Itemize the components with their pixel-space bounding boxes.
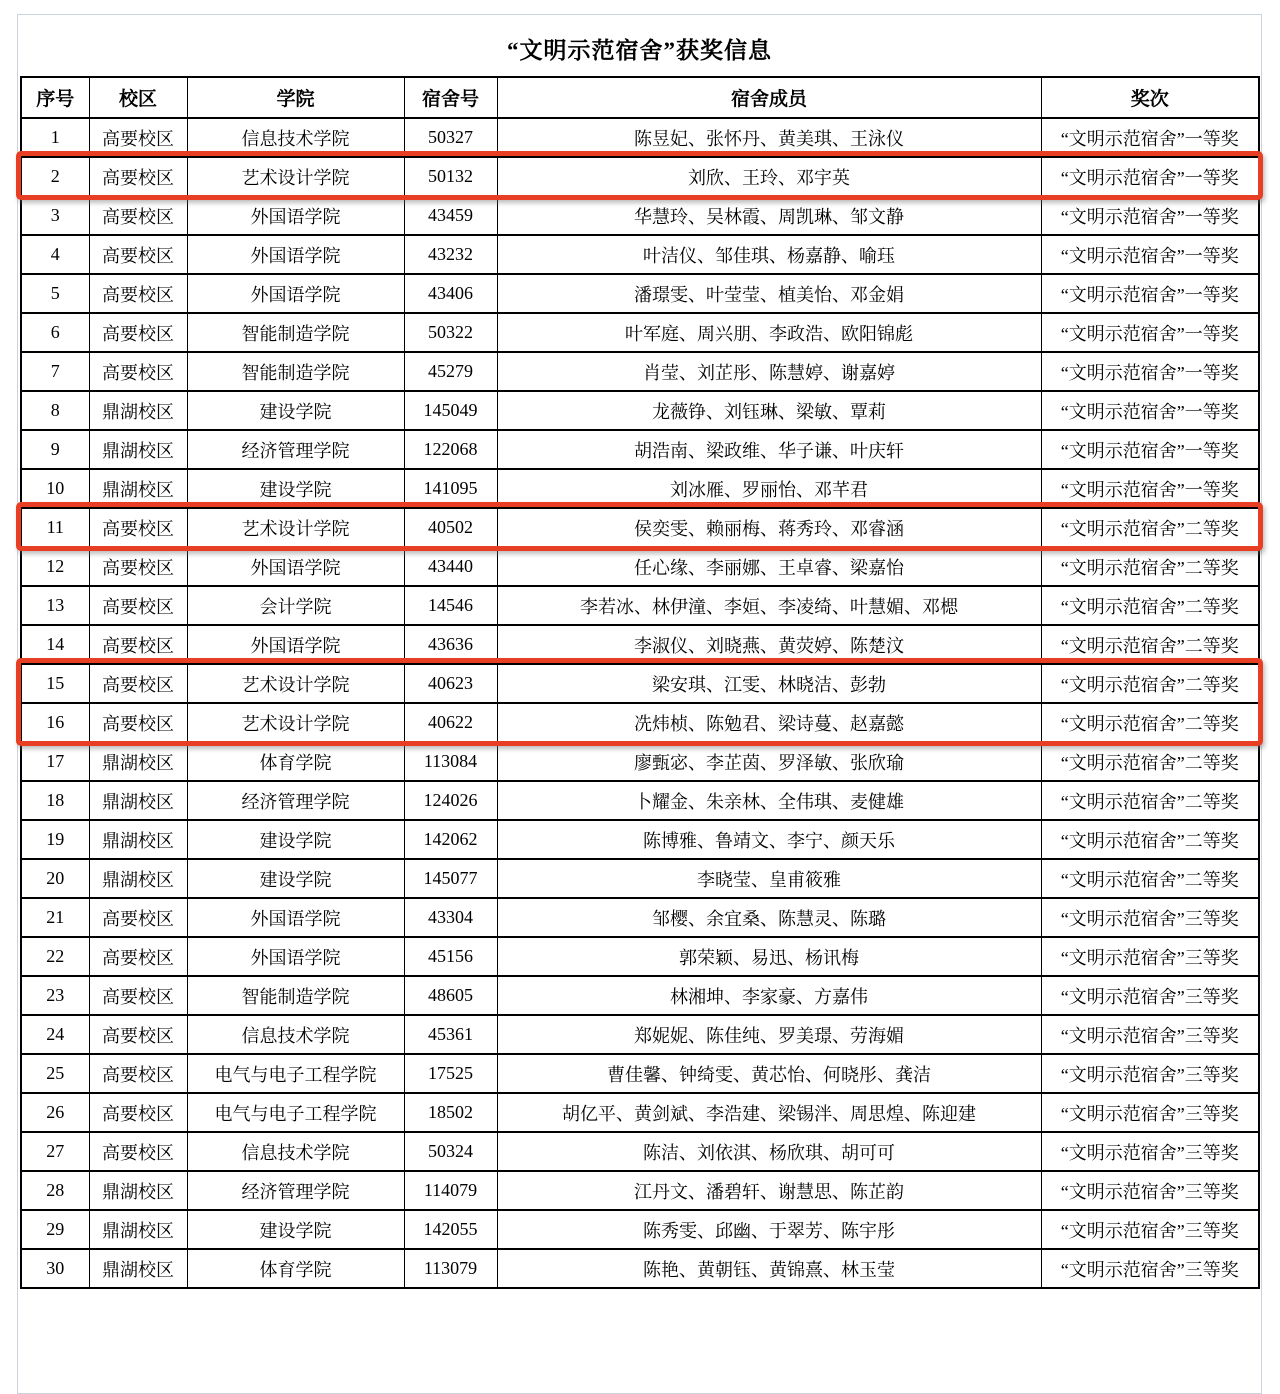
table-row (21, 820, 1259, 859)
cell-college: 电气与电子工程学院 (187, 1054, 404, 1093)
cell-no: 14 (21, 625, 89, 664)
cell-members: 胡浩南、梁政维、华子谦、叶庆轩 (497, 430, 1041, 469)
cell-dorm: 141095 (404, 469, 497, 508)
cell-dorm: 45279 (404, 352, 497, 391)
cell-college: 信息技术学院 (187, 118, 404, 157)
cell-award: “文明示范宿舍”一等奖 (1041, 118, 1259, 157)
cell-dorm: 40502 (404, 508, 497, 547)
table-row (21, 118, 1259, 157)
cell-no: 8 (21, 391, 89, 430)
cell-no: 7 (21, 352, 89, 391)
cell-campus: 高要校区 (89, 1132, 187, 1171)
cell-members: 曹佳馨、钟绮雯、黄芯怡、何晓彤、龚洁 (497, 1054, 1041, 1093)
cell-campus: 高要校区 (89, 586, 187, 625)
column-header: 序号 (21, 77, 89, 118)
cell-dorm: 142062 (404, 820, 497, 859)
cell-dorm: 43440 (404, 547, 497, 586)
table-row (21, 508, 1259, 547)
cell-members: 任心缘、李丽娜、王卓睿、梁嘉怡 (497, 547, 1041, 586)
table-wrap (20, 76, 1258, 1289)
cell-award: “文明示范宿舍”三等奖 (1041, 1210, 1259, 1249)
cell-members: 卜耀金、朱亲林、全伟琪、麦健雄 (497, 781, 1041, 820)
cell-members: 郑妮妮、陈佳纯、罗美璟、劳海媚 (497, 1015, 1041, 1054)
column-header: 校区 (89, 77, 187, 118)
table-row (21, 898, 1259, 937)
cell-members: 肖莹、刘芷彤、陈慧婷、谢嘉婷 (497, 352, 1041, 391)
cell-award: “文明示范宿舍”一等奖 (1041, 469, 1259, 508)
cell-dorm: 18502 (404, 1093, 497, 1132)
table-row (21, 1171, 1259, 1210)
cell-college: 艺术设计学院 (187, 664, 404, 703)
cell-members: 李若冰、林伊潼、李姮、李凌绮、叶慧媚、邓楒 (497, 586, 1041, 625)
cell-members: 邹樱、余宜桑、陈慧灵、陈璐 (497, 898, 1041, 937)
cell-members: 潘璟雯、叶莹莹、植美怡、邓金娟 (497, 274, 1041, 313)
cell-members: 叶军庭、周兴朋、李政浩、欧阳锦彪 (497, 313, 1041, 352)
cell-members: 刘冰雁、罗丽怡、邓芊君 (497, 469, 1041, 508)
cell-campus: 高要校区 (89, 313, 187, 352)
cell-college: 经济管理学院 (187, 430, 404, 469)
cell-college: 会计学院 (187, 586, 404, 625)
cell-award: “文明示范宿舍”二等奖 (1041, 781, 1259, 820)
cell-no: 11 (21, 508, 89, 547)
cell-campus: 高要校区 (89, 118, 187, 157)
cell-dorm: 145077 (404, 859, 497, 898)
table-row (21, 742, 1259, 781)
cell-college: 经济管理学院 (187, 781, 404, 820)
table-row (21, 937, 1259, 976)
cell-college: 外国语学院 (187, 235, 404, 274)
cell-college: 信息技术学院 (187, 1015, 404, 1054)
cell-college: 建设学院 (187, 820, 404, 859)
cell-members: 陈艳、黄朝钰、黄锦熹、林玉莹 (497, 1249, 1041, 1288)
cell-award: “文明示范宿舍”二等奖 (1041, 547, 1259, 586)
cell-dorm: 50132 (404, 157, 497, 196)
cell-college: 建设学院 (187, 469, 404, 508)
cell-college: 信息技术学院 (187, 1132, 404, 1171)
cell-college: 建设学院 (187, 391, 404, 430)
table-row (21, 196, 1259, 235)
cell-no: 18 (21, 781, 89, 820)
table-row (21, 976, 1259, 1015)
cell-campus: 高要校区 (89, 937, 187, 976)
table-row (21, 1210, 1259, 1249)
column-header: 宿舍成员 (497, 77, 1041, 118)
cell-members: 林湘坤、李家豪、方嘉伟 (497, 976, 1041, 1015)
cell-college: 外国语学院 (187, 898, 404, 937)
table-row (21, 1054, 1259, 1093)
cell-college: 外国语学院 (187, 625, 404, 664)
cell-college: 体育学院 (187, 1249, 404, 1288)
cell-members: 陈博雅、鲁靖文、李宁、颜天乐 (497, 820, 1041, 859)
cell-members: 郭荣颖、易迅、杨讯梅 (497, 937, 1041, 976)
cell-award: “文明示范宿舍”一等奖 (1041, 274, 1259, 313)
cell-dorm: 50322 (404, 313, 497, 352)
cell-no: 30 (21, 1249, 89, 1288)
cell-dorm: 145049 (404, 391, 497, 430)
cell-campus: 高要校区 (89, 703, 187, 742)
cell-dorm: 114079 (404, 1171, 497, 1210)
cell-members: 侯奕雯、赖丽梅、蒋秀玲、邓睿涵 (497, 508, 1041, 547)
cell-campus: 高要校区 (89, 508, 187, 547)
cell-no: 9 (21, 430, 89, 469)
cell-no: 5 (21, 274, 89, 313)
cell-college: 外国语学院 (187, 937, 404, 976)
cell-no: 16 (21, 703, 89, 742)
cell-dorm: 40623 (404, 664, 497, 703)
cell-members: 龙薇铮、刘钰琳、梁敏、覃莉 (497, 391, 1041, 430)
cell-campus: 高要校区 (89, 898, 187, 937)
table-row (21, 157, 1259, 196)
cell-dorm: 48605 (404, 976, 497, 1015)
cell-campus: 高要校区 (89, 235, 187, 274)
cell-campus: 鼎湖校区 (89, 1249, 187, 1288)
table-row (21, 469, 1259, 508)
page-title: “文明示范宿舍”获奖信息 (507, 38, 772, 63)
table-row (21, 547, 1259, 586)
cell-dorm: 14546 (404, 586, 497, 625)
cell-members: 华慧玲、吴林霞、周凯琳、邹文静 (497, 196, 1041, 235)
cell-campus: 鼎湖校区 (89, 781, 187, 820)
cell-dorm: 17525 (404, 1054, 497, 1093)
cell-members: 李淑仪、刘晓燕、黄荧婷、陈楚汶 (497, 625, 1041, 664)
cell-no: 10 (21, 469, 89, 508)
cell-dorm: 43406 (404, 274, 497, 313)
cell-award: “文明示范宿舍”一等奖 (1041, 196, 1259, 235)
cell-college: 外国语学院 (187, 196, 404, 235)
cell-award: “文明示范宿舍”一等奖 (1041, 313, 1259, 352)
cell-award: “文明示范宿舍”三等奖 (1041, 1171, 1259, 1210)
cell-college: 艺术设计学院 (187, 157, 404, 196)
cell-award: “文明示范宿舍”二等奖 (1041, 820, 1259, 859)
cell-no: 24 (21, 1015, 89, 1054)
cell-members: 冼炜桢、陈勉君、梁诗蔓、赵嘉懿 (497, 703, 1041, 742)
cell-award: “文明示范宿舍”一等奖 (1041, 430, 1259, 469)
cell-award: “文明示范宿舍”三等奖 (1041, 1132, 1259, 1171)
cell-campus: 高要校区 (89, 274, 187, 313)
cell-campus: 鼎湖校区 (89, 1210, 187, 1249)
cell-dorm: 40622 (404, 703, 497, 742)
table-row (21, 1093, 1259, 1132)
cell-no: 1 (21, 118, 89, 157)
cell-award: “文明示范宿舍”一等奖 (1041, 157, 1259, 196)
cell-no: 19 (21, 820, 89, 859)
cell-dorm: 113079 (404, 1249, 497, 1288)
cell-dorm: 124026 (404, 781, 497, 820)
cell-college: 外国语学院 (187, 547, 404, 586)
cell-award: “文明示范宿舍”三等奖 (1041, 976, 1259, 1015)
cell-members: 刘欣、王玲、邓宇英 (497, 157, 1041, 196)
cell-no: 6 (21, 313, 89, 352)
cell-award: “文明示范宿舍”三等奖 (1041, 1249, 1259, 1288)
cell-college: 智能制造学院 (187, 976, 404, 1015)
cell-college: 智能制造学院 (187, 352, 404, 391)
table-row (21, 235, 1259, 274)
award-table-body (21, 118, 1259, 1288)
award-table (20, 76, 1260, 1289)
cell-award: “文明示范宿舍”一等奖 (1041, 235, 1259, 274)
cell-campus: 高要校区 (89, 352, 187, 391)
cell-award: “文明示范宿舍”三等奖 (1041, 1054, 1259, 1093)
cell-award: “文明示范宿舍”一等奖 (1041, 352, 1259, 391)
cell-no: 3 (21, 196, 89, 235)
table-row (21, 430, 1259, 469)
cell-dorm: 142055 (404, 1210, 497, 1249)
cell-campus: 鼎湖校区 (89, 820, 187, 859)
cell-dorm: 50327 (404, 118, 497, 157)
cell-dorm: 43304 (404, 898, 497, 937)
cell-award: “文明示范宿舍”一等奖 (1041, 391, 1259, 430)
cell-members: 陈洁、刘依淇、杨欣琪、胡可可 (497, 1132, 1041, 1171)
cell-dorm: 43636 (404, 625, 497, 664)
cell-no: 15 (21, 664, 89, 703)
cell-no: 17 (21, 742, 89, 781)
award-table-head-row (21, 77, 1259, 118)
cell-no: 20 (21, 859, 89, 898)
cell-no: 2 (21, 157, 89, 196)
cell-campus: 鼎湖校区 (89, 469, 187, 508)
cell-campus: 鼎湖校区 (89, 859, 187, 898)
cell-award: “文明示范宿舍”二等奖 (1041, 664, 1259, 703)
cell-college: 外国语学院 (187, 274, 404, 313)
cell-award: “文明示范宿舍”二等奖 (1041, 742, 1259, 781)
cell-dorm: 45156 (404, 937, 497, 976)
cell-no: 22 (21, 937, 89, 976)
table-row (21, 781, 1259, 820)
table-row (21, 391, 1259, 430)
table-row (21, 1132, 1259, 1171)
cell-college: 建设学院 (187, 859, 404, 898)
cell-award: “文明示范宿舍”三等奖 (1041, 898, 1259, 937)
cell-campus: 鼎湖校区 (89, 391, 187, 430)
cell-dorm: 43232 (404, 235, 497, 274)
document-page (17, 14, 1262, 1394)
cell-members: 梁安琪、江雯、林晓洁、彭勃 (497, 664, 1041, 703)
cell-campus: 鼎湖校区 (89, 430, 187, 469)
column-header: 学院 (187, 77, 404, 118)
cell-award: “文明示范宿舍”二等奖 (1041, 586, 1259, 625)
table-row (21, 274, 1259, 313)
cell-dorm: 50324 (404, 1132, 497, 1171)
cell-members: 廖甄宓、李芷茵、罗泽敏、张欣瑜 (497, 742, 1041, 781)
cell-no: 29 (21, 1210, 89, 1249)
cell-campus: 高要校区 (89, 664, 187, 703)
cell-campus: 高要校区 (89, 1015, 187, 1054)
cell-college: 电气与电子工程学院 (187, 1093, 404, 1132)
cell-no: 13 (21, 586, 89, 625)
cell-no: 28 (21, 1171, 89, 1210)
cell-college: 体育学院 (187, 742, 404, 781)
cell-no: 12 (21, 547, 89, 586)
cell-campus: 高要校区 (89, 157, 187, 196)
cell-college: 经济管理学院 (187, 1171, 404, 1210)
cell-no: 26 (21, 1093, 89, 1132)
table-row (21, 1249, 1259, 1288)
cell-members: 胡亿平、黄剑斌、李浩建、梁锡泮、周思煌、陈迎建 (497, 1093, 1041, 1132)
cell-award: “文明示范宿舍”二等奖 (1041, 703, 1259, 742)
table-row (21, 859, 1259, 898)
cell-college: 艺术设计学院 (187, 703, 404, 742)
cell-college: 艺术设计学院 (187, 508, 404, 547)
cell-members: 陈秀雯、邱幽、于翠芳、陈宇彤 (497, 1210, 1041, 1249)
cell-members: 李晓莹、皇甫筱雅 (497, 859, 1041, 898)
cell-award: “文明示范宿舍”三等奖 (1041, 1093, 1259, 1132)
cell-dorm: 122068 (404, 430, 497, 469)
cell-award: “文明示范宿舍”二等奖 (1041, 508, 1259, 547)
cell-no: 27 (21, 1132, 89, 1171)
column-header: 奖次 (1041, 77, 1259, 118)
table-row (21, 352, 1259, 391)
cell-no: 25 (21, 1054, 89, 1093)
cell-award: “文明示范宿舍”二等奖 (1041, 625, 1259, 664)
table-row (21, 664, 1259, 703)
column-header: 宿舍号 (404, 77, 497, 118)
cell-dorm: 43459 (404, 196, 497, 235)
cell-campus: 高要校区 (89, 976, 187, 1015)
table-row (21, 703, 1259, 742)
cell-award: “文明示范宿舍”三等奖 (1041, 937, 1259, 976)
cell-members: 叶洁仪、邹佳琪、杨嘉静、喻珏 (497, 235, 1041, 274)
cell-campus: 高要校区 (89, 625, 187, 664)
table-row (21, 586, 1259, 625)
cell-members: 陈昱妃、张怀丹、黄美琪、王泳仪 (497, 118, 1041, 157)
table-row (21, 1015, 1259, 1054)
cell-campus: 高要校区 (89, 1093, 187, 1132)
cell-campus: 高要校区 (89, 547, 187, 586)
cell-campus: 鼎湖校区 (89, 1171, 187, 1210)
cell-dorm: 45361 (404, 1015, 497, 1054)
cell-no: 4 (21, 235, 89, 274)
cell-campus: 鼎湖校区 (89, 742, 187, 781)
cell-college: 智能制造学院 (187, 313, 404, 352)
cell-no: 23 (21, 976, 89, 1015)
table-row (21, 625, 1259, 664)
cell-award: “文明示范宿舍”二等奖 (1041, 859, 1259, 898)
cell-dorm: 113084 (404, 742, 497, 781)
cell-college: 建设学院 (187, 1210, 404, 1249)
cell-award: “文明示范宿舍”三等奖 (1041, 1015, 1259, 1054)
cell-members: 江丹文、潘碧轩、谢慧思、陈芷韵 (497, 1171, 1041, 1210)
cell-campus: 高要校区 (89, 196, 187, 235)
cell-no: 21 (21, 898, 89, 937)
table-row (21, 313, 1259, 352)
cell-campus: 高要校区 (89, 1054, 187, 1093)
